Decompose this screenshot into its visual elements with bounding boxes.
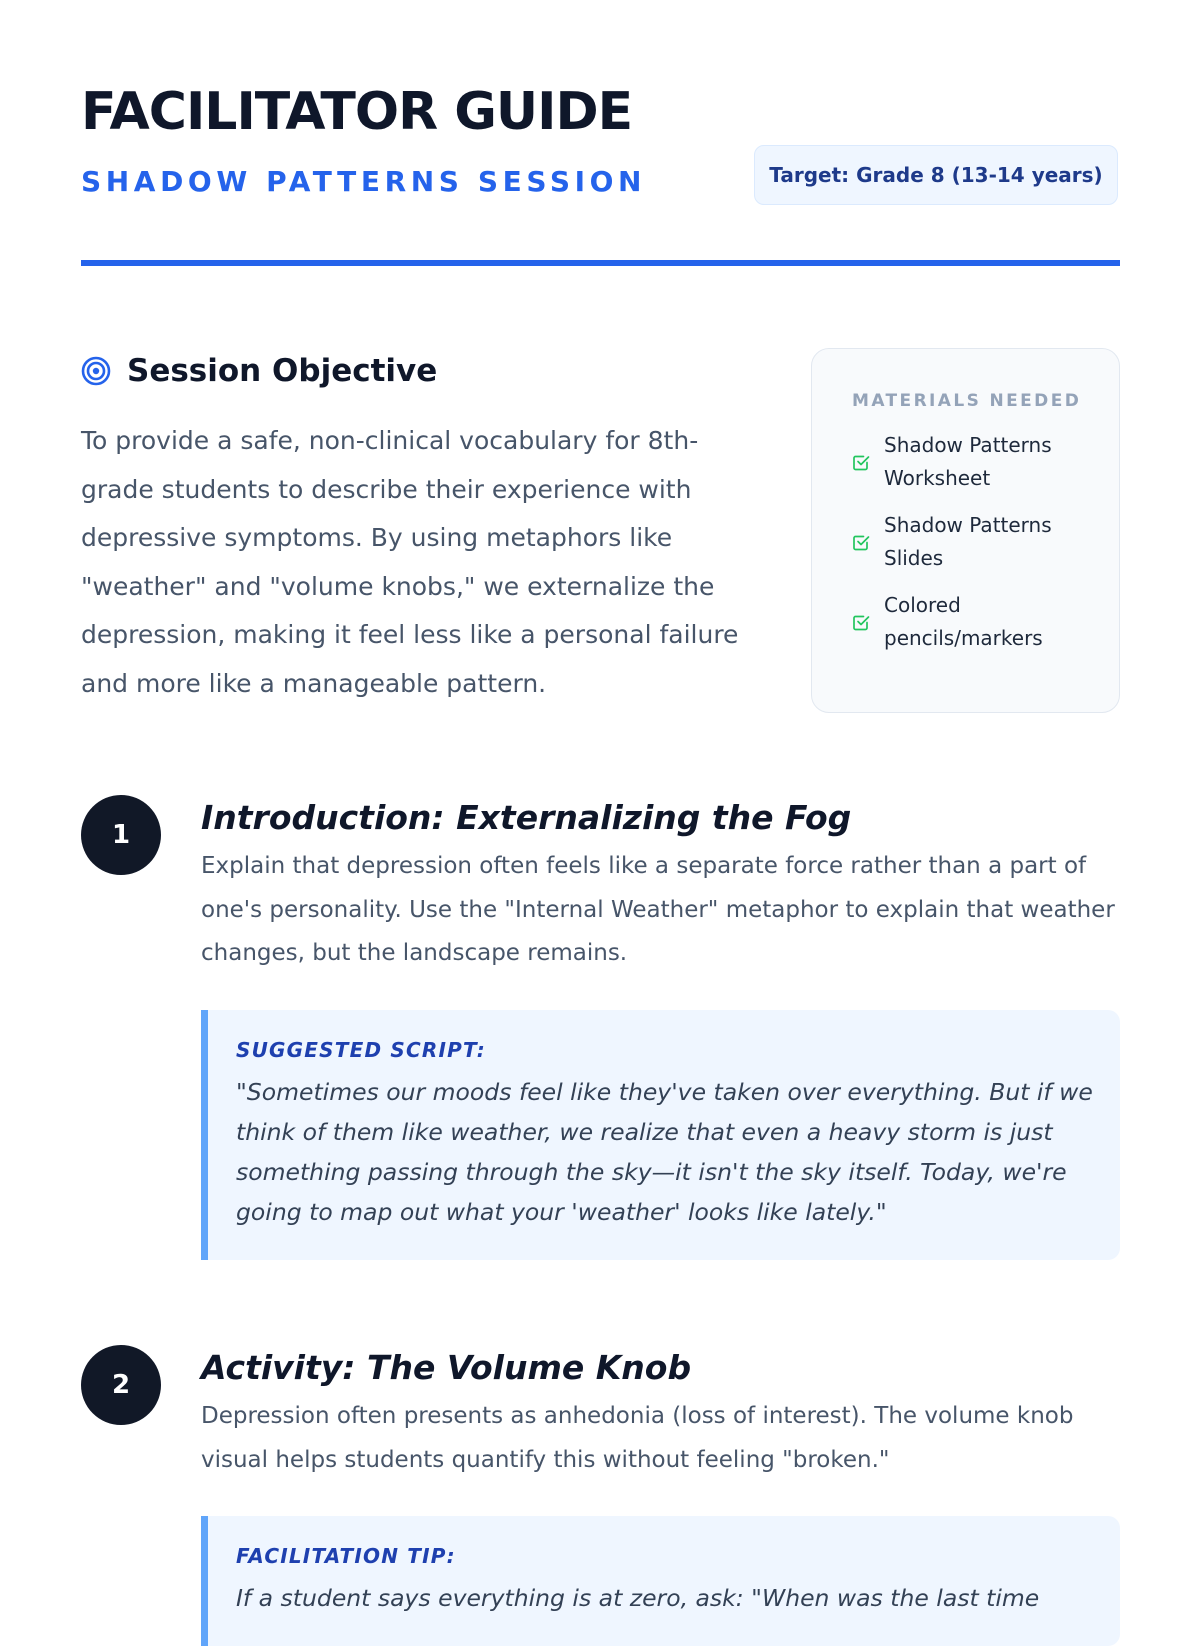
session-objective-section <box>81 345 761 733</box>
checkbox-check-icon <box>852 453 870 471</box>
step-description: Explain that depression often feels like a separate force rather than a part of one's personality. Use the "Internal Weather" metaphor to explain that weather changes, but the landscape remains. <box>201 853 1115 966</box>
facilitation-tip-callout <box>201 1516 1120 1646</box>
checkbox-check-icon <box>852 533 870 551</box>
materials-title: MATERIALS NEEDED <box>852 391 1082 411</box>
checkbox-check-icon <box>852 613 870 631</box>
suggested-script-callout <box>201 1010 1120 1260</box>
step-number-badge: 1 <box>81 795 161 875</box>
step-body <box>201 1345 1120 1646</box>
target-icon <box>81 356 111 386</box>
page-title: FACILITATOR GUIDE <box>81 82 633 142</box>
material-label: Colored pencils/markers <box>884 593 1043 650</box>
objective-heading <box>81 345 761 397</box>
target-grade-badge: Target: Grade 8 (13-14 years) <box>754 145 1118 205</box>
step-title: Introduction: Externalizing the Fog <box>201 798 852 837</box>
materials-needed-card <box>811 348 1120 713</box>
material-item <box>852 589 1099 655</box>
material-item <box>852 429 1099 495</box>
step-title: Activity: The Volume Knob <box>201 1348 692 1387</box>
material-label: Shadow Patterns Slides <box>884 513 1052 570</box>
step-description: Depression often presents as anhedonia (loss of interest). The volume knob visual helps students quantify this without feeling "broken." <box>201 1403 1074 1473</box>
page-subtitle: SHADOW PATTERNS SESSION <box>81 165 647 198</box>
callout-text: "Sometimes our moods feel like they've taken over everything. But if we think of them like weather, we realize that even a heavy storm is just something passing through the sky—it isn't the sky itself. Today, we're going to map out what your 'weather' looks like lately." <box>236 1077 1093 1226</box>
callout-label: SUGGESTED SCRIPT: <box>236 1037 486 1062</box>
materials-list <box>852 429 1099 655</box>
step-number-badge: 2 <box>81 1345 161 1425</box>
objective-text: To provide a safe, non-clinical vocabulary for 8th-grade students to describe their experience with depressive symptoms. By using metaphors like "weather" and "volume knobs," we externalize the depression, making it feel less like a personal failure and more like a manageable pattern. <box>81 426 739 698</box>
step-body <box>201 795 1120 1260</box>
objective-title: Session Objective <box>127 353 438 389</box>
material-item <box>852 509 1099 575</box>
callout-text: If a student says everything is at zero, ask: "When was the last time <box>236 1584 1040 1612</box>
callout-label: FACILITATION TIP: <box>236 1544 456 1568</box>
material-label: Shadow Patterns Worksheet <box>884 433 1052 490</box>
header-divider <box>81 260 1120 266</box>
